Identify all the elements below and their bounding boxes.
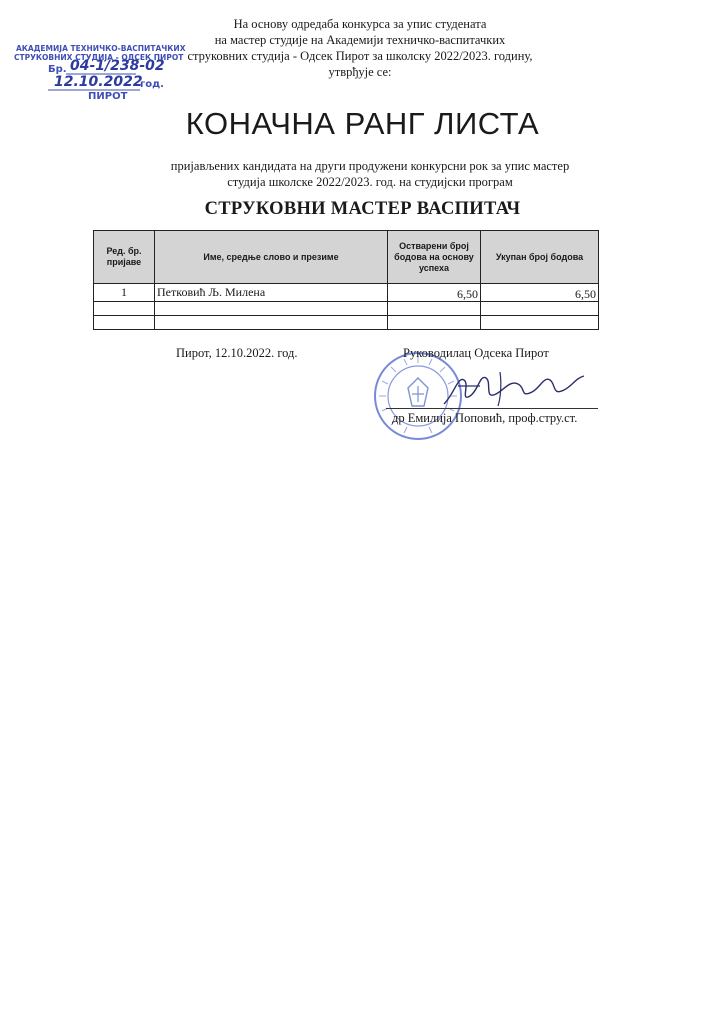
stamp-underline: [66, 72, 136, 76]
column-header-success-points: Остварени број бодова на основу успеха: [388, 231, 481, 284]
success-points: [388, 316, 481, 330]
intro-line: утврђује се:: [328, 65, 392, 79]
success-points: [388, 302, 481, 316]
stamp-number-value: 04-1/238-02: [70, 58, 165, 74]
table-header-row: [94, 231, 599, 284]
row-number: 1: [94, 284, 155, 302]
place-and-date: Пирот, 12.10.2022. год.: [176, 346, 298, 360]
stamp-institution-line2: СТРУКОВНИХ СТУДИЈА - ОДСЕК ПИРОТ: [14, 53, 184, 62]
candidate-name: Петковић Љ. Милена: [155, 284, 388, 302]
row-number: [94, 316, 155, 330]
stamp-number-label: Бр.: [48, 64, 67, 75]
study-program: СТРУКОВНИ МАСТЕР ВАСПИТАЧ: [204, 199, 521, 219]
document-title: КОНАЧНА РАНГ ЛИСТА: [185, 106, 540, 141]
stamp-date-value: 12.10.2022: [54, 74, 143, 90]
registry-stamp: [14, 44, 186, 104]
department-head-title: Руководилац Одсека Пирот: [403, 346, 549, 360]
column-header-total-points: Укупан број бодова: [481, 231, 599, 284]
document-subtitle: [140, 158, 600, 190]
table-row: [94, 316, 599, 330]
subtitle-line: пријављених кандидата на други продужени конкурсни рок за упис мастер: [170, 159, 570, 173]
candidate-name: [155, 302, 388, 316]
stamp-underline: [48, 88, 140, 92]
total-points: [481, 316, 599, 330]
intro-paragraph: [150, 16, 570, 80]
candidate-name: [155, 316, 388, 330]
signature-icon: [440, 366, 590, 412]
subtitle-line: студија школске 2022/2023. год. на студијски програм: [227, 175, 513, 189]
total-points: [481, 302, 599, 316]
success-points: 6,50: [388, 284, 481, 302]
department-head-name: др Емилија Поповић, проф.стру.ст.: [392, 411, 578, 425]
row-number: [94, 302, 155, 316]
table-row: [94, 284, 599, 302]
column-header-number: Ред. бр. пријаве: [94, 231, 155, 284]
intro-line: на мастер студије на Академији техничко-васпитачких: [214, 33, 506, 47]
intro-line: струковних студија - Одсек Пирот за школску 2022/2023. годину,: [187, 49, 533, 63]
intro-line: На основу одредаба конкурса за упис студената: [233, 17, 487, 31]
column-header-name: Име, средње слово и презиме: [155, 231, 388, 284]
table-row: [94, 302, 599, 316]
signature-line: [386, 408, 598, 409]
stamp-year-label: год.: [140, 79, 164, 90]
ranking-table: [93, 230, 599, 330]
total-points: 6,50: [481, 284, 599, 302]
stamp-city: ПИРОТ: [88, 91, 128, 102]
stamp-institution-line1: АКАДЕМИЈА ТЕХНИЧКО-ВАСПИТАЧКИХ: [16, 44, 186, 53]
